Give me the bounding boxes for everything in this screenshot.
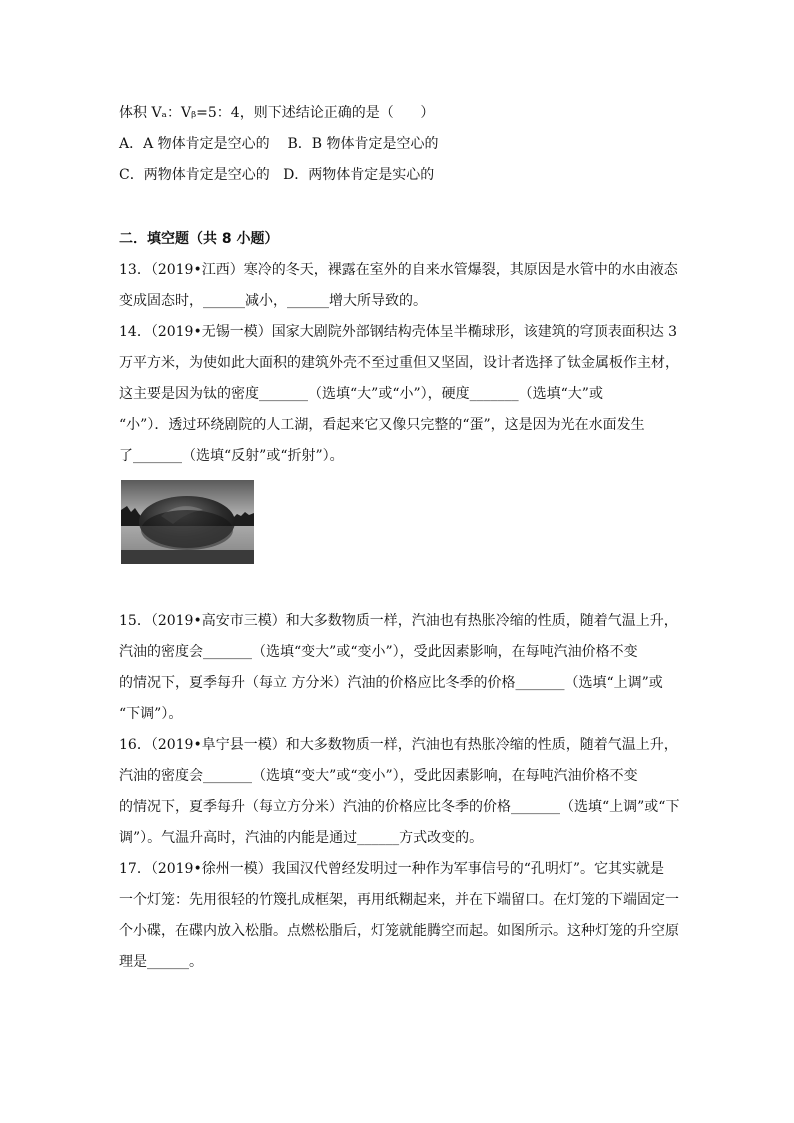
question-17-line: 一个灯笼：先用很轻的竹篾扎成框架，再用纸糊起来，并在下端留口。在灯笼的下端固定一 — [119, 892, 679, 908]
question-15-line: 的情况下，夏季每升（每立 方分米）汽油的价格应比冬季的价格_______（选填“上调”或 — [119, 675, 663, 691]
question-16-line: 汽油的密度会_______（选填“变大”或“变小”），受此因素影响，在每吨汽油价格不变 — [119, 768, 638, 784]
question-16-line: 调”）。气温升高时，汽油的内能是通过______方式改变的。 — [119, 830, 484, 846]
grand-theater-photo — [121, 480, 254, 564]
option-d: D．两物体肯定是实心的 — [283, 167, 435, 183]
option-b: B．B 物体肯定是空心的 — [287, 136, 439, 152]
question-13-line: 变成固态时，______减小，______增大所导致的。 — [119, 293, 427, 309]
option-c: C．两物体肯定是空心的 — [119, 167, 270, 183]
question-17-line: 理是______。 — [119, 954, 203, 970]
question-12-stem-tail: 体积 Vₐ：Vᵦ=5：4，则下述结论正确的是（ ） — [119, 105, 435, 121]
question-12-option-row — [119, 166, 434, 184]
question-14-line: 14．（2019•无锡一模）国家大剧院外部钢结构壳体呈半椭球形，该建筑的穹顶表面积达 3 — [119, 324, 678, 340]
question-14-line: 万平方米，为使如此大面积的建筑外壳不至过重但又坚固，设计者选择了钛金属板作主材， — [119, 355, 679, 371]
option-a: A．A 物体肯定是空心的 — [119, 136, 270, 152]
question-14-line: 了_______（选填“反射”或“折射”）。 — [119, 448, 344, 464]
question-13-line: 13．（2019•江西）寒冷的冬天，裸露在室外的自来水管爆裂，其原因是水管中的水由液态 — [119, 262, 678, 278]
question-14-line: 这主要是因为钛的密度_______（选填“大”或“小”），硬度_______（选填“大”或 — [119, 386, 603, 402]
question-17-line: 个小碟，在碟内放入松脂。点燃松脂后，灯笼就能腾空而起。如图所示。这种灯笼的升空原 — [119, 923, 679, 939]
question-16-line: 16．（2019•阜宁县一模）和大多数物质一样，汽油也有热胀冷缩的性质，随着气温上升， — [119, 737, 678, 753]
question-16-line: 的情况下，夏季每升（每立方分米）汽油的价格应比冬季的价格_______（选填“上调”或“下 — [119, 799, 680, 815]
question-15-line: “下调”）。 — [119, 706, 183, 722]
question-12-option-row — [119, 135, 439, 153]
question-15-line: 15．（2019•高安市三模）和大多数物质一样，汽油也有热胀冷缩的性质，随着气温上升， — [119, 613, 678, 629]
question-15-line: 汽油的密度会_______（选填“变大”或“变小”），受此因素影响，在每吨汽油价格不变 — [119, 644, 638, 660]
question-14-line: “小”）．透过环绕剧院的人工湖，看起来它又像只完整的“蛋”，这是因为光在水面发生 — [119, 417, 645, 433]
section-title: 二．填空题（共 8 小题） — [119, 231, 279, 247]
question-17-line: 17．（2019•徐州一模）我国汉代曾经发明过一种作为军事信号的“孔明灯”。它其实就是 — [119, 861, 665, 877]
